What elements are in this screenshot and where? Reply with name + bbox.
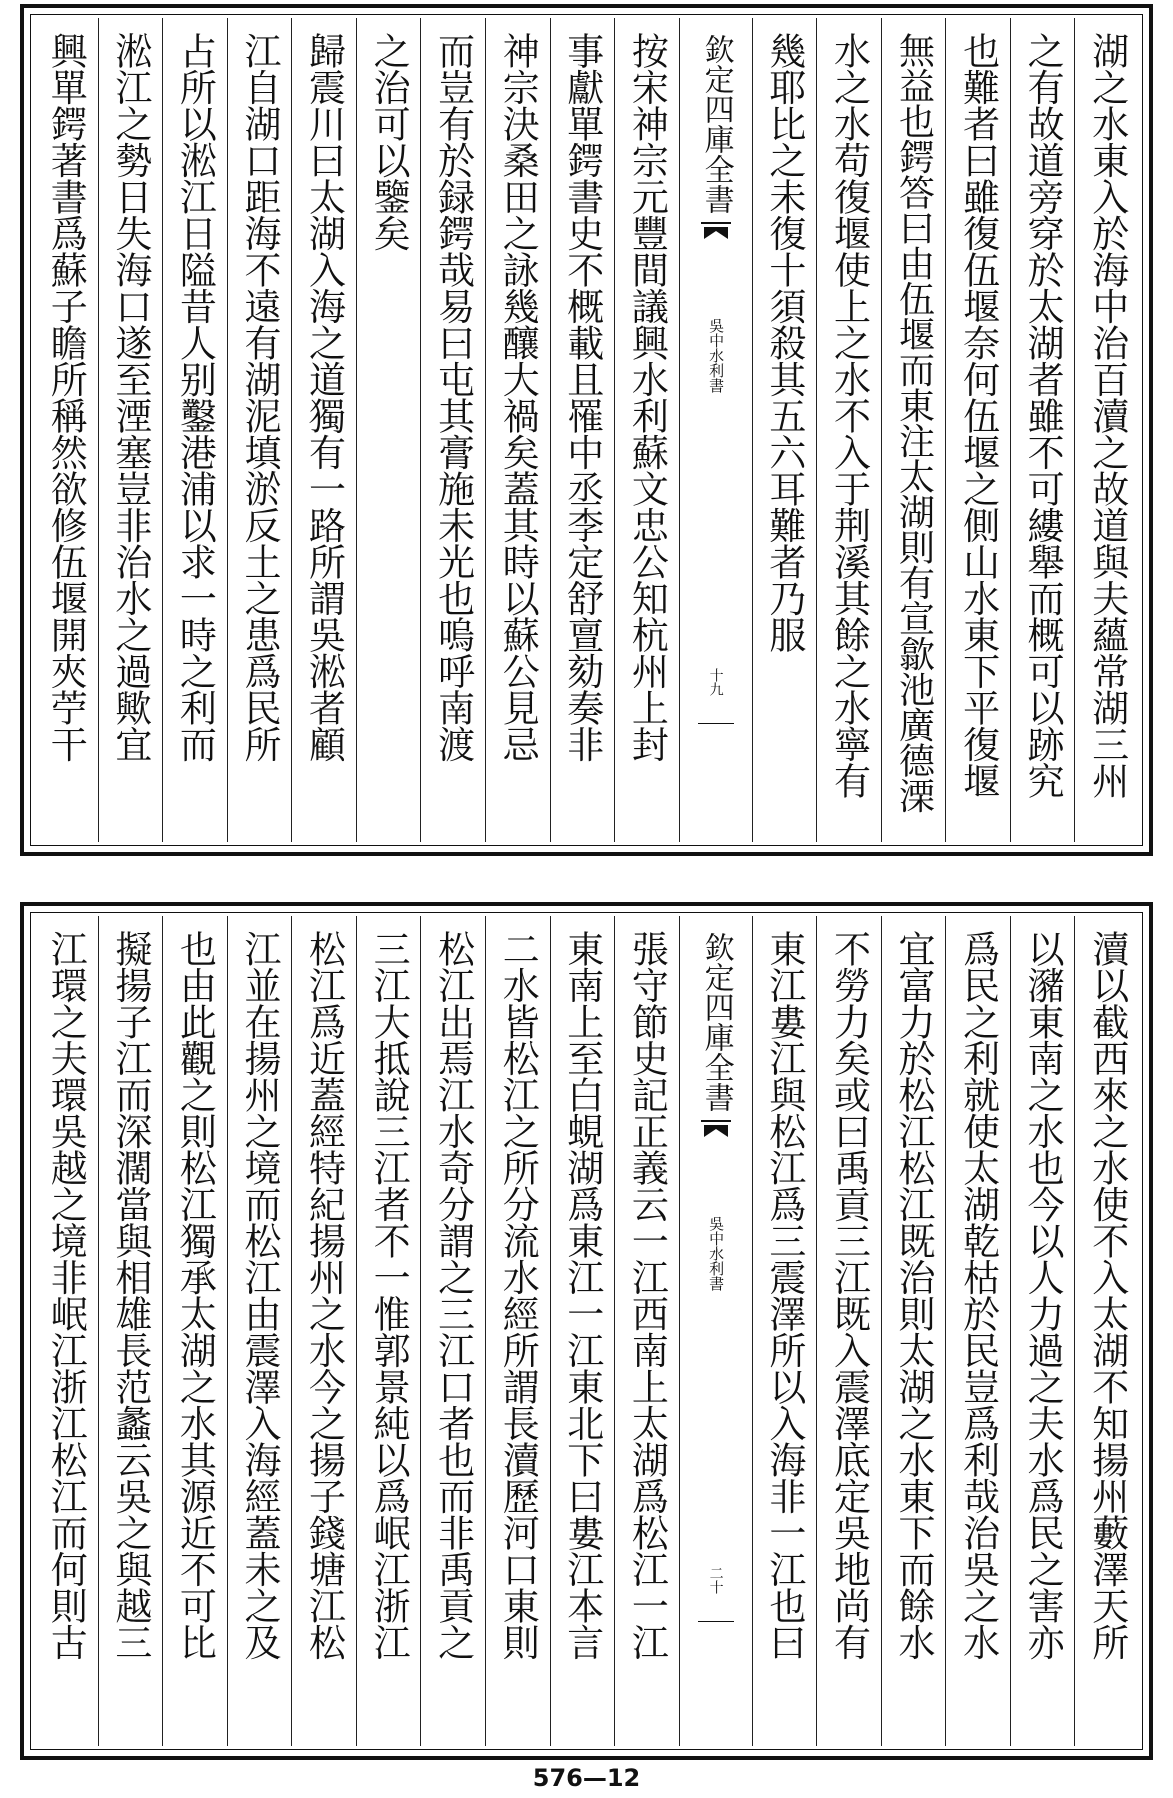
text-column xyxy=(881,916,946,1746)
text-column xyxy=(550,916,615,1746)
column-text: 宜富力於松江松江既治則太湖之水東下而餘水 xyxy=(892,930,936,1660)
text-column xyxy=(1074,18,1139,842)
text-column xyxy=(162,18,227,842)
text-column xyxy=(227,916,292,1746)
fold-page-number: 二十 xyxy=(707,1566,724,1594)
bottom-center-fold xyxy=(679,916,752,1746)
column-text: 湖之水東入於海中治百瀆之故道與夫蘊常湖三州 xyxy=(1085,32,1129,799)
column-text: 也難者曰雖復伍堰奈何伍堰之側山水東下平復堰 xyxy=(956,32,1000,799)
column-text: 歸震川曰太湖入海之道獨有一路所謂吳淞者顧 xyxy=(302,32,346,762)
fold-title: 欽定四庫全書 xyxy=(701,34,731,224)
text-column xyxy=(816,916,881,1746)
text-column xyxy=(1074,916,1139,1746)
column-text: 之治可以鑒矣 xyxy=(367,32,411,251)
bottom-text-columns xyxy=(34,916,1139,1746)
column-text: 而豈有於録鍔哉易曰屯其膏施未光也嗚呼南渡 xyxy=(431,32,475,762)
text-column xyxy=(485,18,550,842)
column-text: 占所以淞江日隘昔人别鑿港浦以求一時之利而 xyxy=(173,32,217,762)
column-text: 水之水苟復堰使上之水不入于荆溪其餘之水寧有 xyxy=(827,32,871,799)
text-column xyxy=(752,18,817,842)
text-column xyxy=(881,18,946,842)
column-text: 松江出焉江水奇分謂之三江口者也而非禹貢之 xyxy=(431,930,475,1660)
column-text: 以瀦東南之水也今以人力過之夫水爲民之害亦 xyxy=(1021,930,1065,1660)
text-column xyxy=(614,18,679,842)
column-text: 東江婁江與松江爲三震澤所以入海非一江也曰 xyxy=(762,930,806,1660)
text-column xyxy=(356,916,421,1746)
column-text: 神宗決桑田之詠幾釀大禍矣蓋其時以蘇公見忌 xyxy=(496,32,540,762)
text-column xyxy=(1010,18,1075,842)
text-column xyxy=(98,18,163,842)
column-text: 不勞力矣或曰禹貢三江既入震澤底定吳地尚有 xyxy=(827,930,871,1660)
column-text: 江自湖口距海不遠有湖泥填淤反土之患爲民所 xyxy=(237,32,281,762)
text-column xyxy=(227,18,292,842)
text-column xyxy=(945,916,1010,1746)
text-column xyxy=(420,18,485,842)
bottom-page-frame xyxy=(20,902,1153,1760)
column-text: 按宋神宗元豐間議興水利蘇文忠公知杭州上封 xyxy=(625,32,669,762)
column-text: 張守節史記正義云一江西南上太湖爲松江一江 xyxy=(625,930,669,1660)
text-column xyxy=(34,18,98,842)
column-text: 事獻單鍔書史不概載且罹中丞李定舒亶劾奏非 xyxy=(560,32,604,762)
text-column xyxy=(945,18,1010,842)
fold-divider xyxy=(698,723,734,724)
text-column xyxy=(34,916,98,1746)
column-text: 也由此觀之則松江獨承太湖之水其源近不可比 xyxy=(173,930,217,1660)
fishtail-mark-icon xyxy=(703,226,729,240)
text-column xyxy=(291,916,356,1746)
fold-book-title: 吳中水利書 xyxy=(707,1216,726,1291)
text-column xyxy=(550,18,615,842)
column-text: 之有故道旁穿於太湖者雖不可縷舉而概可以跡究 xyxy=(1021,32,1065,799)
column-text: 三江大抵說三江者不一惟郭景純以爲岷江浙江 xyxy=(367,930,411,1660)
text-column xyxy=(162,916,227,1746)
fold-page-number: 十九 xyxy=(707,668,724,696)
fishtail-mark-icon xyxy=(703,1124,729,1138)
fold-divider xyxy=(698,1621,734,1622)
column-text: 擬揚子江而深濶當與相雄長范蠡云吳之與越三 xyxy=(108,930,152,1660)
text-column xyxy=(356,18,421,842)
column-text: 幾耶比之未復十須殺其五六耳難者乃服 xyxy=(762,32,806,653)
text-column xyxy=(291,18,356,842)
text-column xyxy=(1010,916,1075,1746)
top-page-frame xyxy=(20,4,1153,856)
text-column xyxy=(485,916,550,1746)
column-text: 江環之夫環吳越之境非岷江浙江松江而何則古 xyxy=(44,930,88,1660)
fold-title: 欽定四庫全書 xyxy=(701,932,731,1122)
text-column xyxy=(752,916,817,1746)
text-column xyxy=(614,916,679,1746)
text-column xyxy=(420,916,485,1746)
page-number-footer: 576—12 xyxy=(532,1764,641,1792)
column-text: 興單鍔著書爲蘇子瞻所稱然欲修伍堰開夾苧干 xyxy=(44,32,88,762)
column-text: 淞江之勢日失海口遂至湮塞豈非治水之過歟宜 xyxy=(108,32,152,762)
column-text: 瀆以截西來之水使不入太湖不知揚州藪澤天所 xyxy=(1085,930,1129,1660)
fold-book-title: 吳中水利書 xyxy=(707,318,726,393)
top-center-fold xyxy=(679,18,752,842)
column-text: 東南上至白蜆湖爲東江一江東北下曰婁江本言 xyxy=(560,930,604,1660)
column-text: 二水皆松江之所分流水經所謂長瀆歷河口東則 xyxy=(496,930,540,1660)
top-text-columns xyxy=(34,18,1139,842)
column-text: 松江爲近蓋經特紀揚州之水今之揚子錢塘江松 xyxy=(302,930,346,1660)
column-text: 無益也鍔答曰由伍堰而東注太湖則有宣歙池廣德溧 xyxy=(893,32,935,813)
text-column xyxy=(816,18,881,842)
column-text: 爲民之利就使太湖乾枯於民豈爲利哉治吳之水 xyxy=(956,930,1000,1660)
text-column xyxy=(98,916,163,1746)
column-text: 江並在揚州之境而松江由震澤入海經蓋未之及 xyxy=(237,930,281,1660)
